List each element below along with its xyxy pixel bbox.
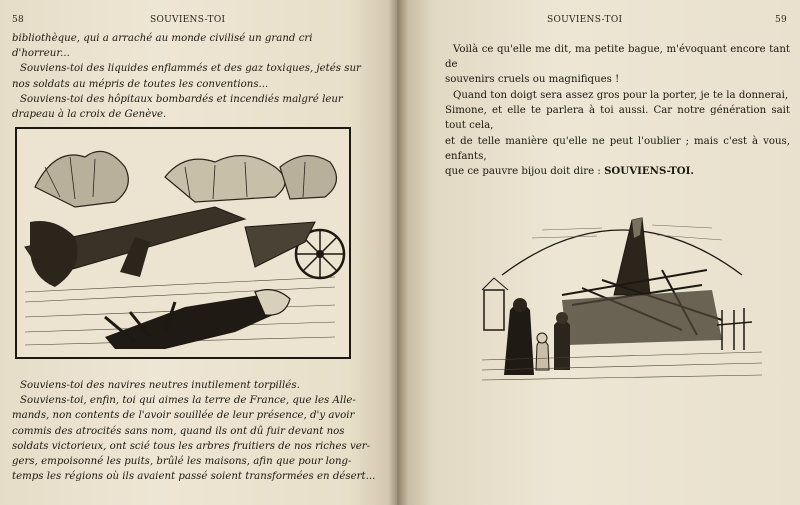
text-line: et de telle manière qu'elle ne peut l'oublier ; mais c'est à vous, enfants, (445, 135, 790, 162)
right-paragraph-2 (445, 88, 790, 179)
text-line: Simone, et elle te parlera à toi aussi. Car notre génération sait tout cela, (445, 105, 790, 132)
text-line: Souviens-toi, enfin, toi qui aimes la terre de France, que les Alle- (20, 395, 356, 407)
text-line: temps les régions où ils avaient passé soient transformées en désert... (12, 471, 376, 483)
left-page (0, 0, 397, 505)
text-line: mands, non contents de l'avoir souillée de leur présence, d'y avoir (12, 410, 355, 422)
text-line: drapeau à la croix de Genève. (12, 109, 167, 121)
right-page-number: 59 (775, 15, 788, 25)
felled-orchard-illustration (15, 127, 351, 359)
text-line: Souviens-toi des hôpitaux bombardés et incendiés malgré leur (20, 93, 343, 105)
right-running-head: SOUVIENS-TOI (547, 15, 623, 25)
ruined-house-illustration (482, 200, 767, 385)
text-line: commis des atrocités sans nom, quand ils ont dû fuir devant nos (12, 425, 345, 437)
text-line: gers, empoisonné les puits, brûlé les maisons, afin que pour long- (12, 456, 352, 468)
text-line: d'horreur... (12, 48, 70, 60)
left-running-head: SOUVIENS-TOI (150, 15, 226, 25)
right-page (397, 0, 800, 505)
left-top-text (12, 31, 380, 122)
left-bottom-text (12, 378, 380, 484)
text-fragment: que ce pauvre bijou doit dire : (445, 166, 605, 178)
left-page-number: 58 (12, 15, 25, 25)
text-line (445, 164, 790, 179)
text-line: souvenirs cruels ou magnifiques ! (445, 74, 620, 86)
book-gutter (388, 0, 408, 505)
text-line: Quand ton doigt sera assez gros pour la porter, je te la donnerai, (453, 90, 789, 101)
text-line: Souviens-toi des navires neutres inutilement torpillés. (20, 380, 300, 391)
right-paragraph-1 (445, 42, 790, 88)
text-line: soldats victorieux, ont scié tous les arbres fruitiers de nos riches ver- (12, 440, 371, 452)
text-line: Souviens-toi des liquides enflammés et des gaz toxiques, jetés sur (20, 63, 361, 75)
text-line: bibliothèque, qui a arraché au monde civilisé un grand cri (12, 33, 313, 44)
souviens-toi-bold: SOUVIENS-TOI. (604, 165, 694, 178)
text-line: Voilà ce qu'elle me dit, ma petite bague, m'évoquant encore tant de (445, 44, 790, 71)
text-line: nos soldats au mépris de toutes les conventions... (12, 78, 269, 90)
